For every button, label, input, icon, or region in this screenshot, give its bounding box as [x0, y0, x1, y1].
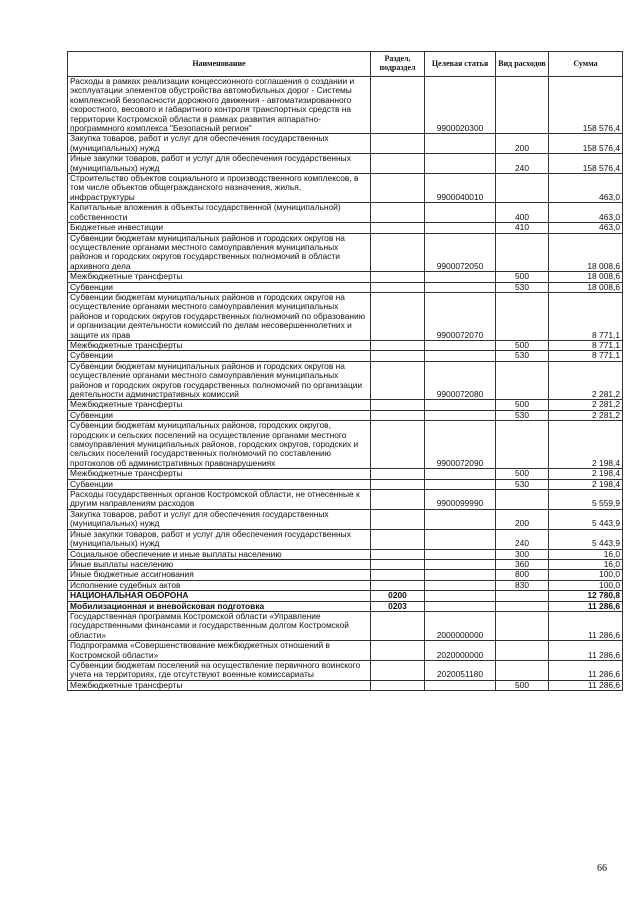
row-type: 530 — [496, 351, 549, 361]
row-section — [371, 174, 425, 203]
table-row — [68, 549, 623, 559]
row-target: 9900072070 — [425, 292, 496, 340]
row-section — [371, 351, 425, 361]
row-type — [496, 611, 549, 640]
row-section — [371, 361, 425, 400]
row-section — [371, 641, 425, 661]
row-section — [371, 529, 425, 549]
row-target — [425, 549, 496, 559]
row-type — [496, 591, 549, 601]
row-section — [371, 490, 425, 510]
table-row — [68, 410, 623, 420]
row-target — [425, 601, 496, 611]
row-type — [496, 292, 549, 340]
row-section — [371, 559, 425, 569]
row-target — [425, 591, 496, 601]
row-sum: 2 198,4 — [549, 469, 623, 479]
row-sum: 2 198,4 — [549, 479, 623, 489]
row-section — [371, 282, 425, 292]
row-sum: 5 443,9 — [549, 509, 623, 529]
row-type: 500 — [496, 469, 549, 479]
row-target — [425, 223, 496, 233]
row-section — [371, 410, 425, 420]
row-name: Межбюджетные трансферты — [68, 469, 371, 479]
row-name: Мобилизационная и вневойсковая подготовка — [68, 601, 371, 611]
row-type — [496, 174, 549, 203]
row-type: 530 — [496, 479, 549, 489]
table-row — [68, 174, 623, 203]
table-row — [68, 361, 623, 400]
table-row — [68, 77, 623, 134]
row-name: Субвенции — [68, 351, 371, 361]
row-type: 410 — [496, 223, 549, 233]
table-row — [68, 272, 623, 282]
row-section — [371, 134, 425, 154]
row-target — [425, 154, 496, 174]
row-section — [371, 421, 425, 469]
header-type: Вид расходов — [496, 52, 549, 77]
row-sum: 100,0 — [549, 570, 623, 580]
table-row — [68, 469, 623, 479]
table-row — [68, 203, 623, 223]
header-target: Целевая статья — [425, 52, 496, 77]
row-type: 530 — [496, 282, 549, 292]
row-sum: 12 780,8 — [549, 591, 623, 601]
row-type — [496, 660, 549, 680]
table-row — [68, 570, 623, 580]
row-type: 830 — [496, 580, 549, 590]
row-target: 9900072090 — [425, 421, 496, 469]
table-row — [68, 680, 623, 690]
row-sum: 2 281,2 — [549, 361, 623, 400]
row-target — [425, 469, 496, 479]
row-section — [371, 233, 425, 272]
row-section — [371, 154, 425, 174]
row-sum: 2 281,2 — [549, 400, 623, 410]
row-name: Субвенции бюджетам муниципальных районов и городских округов на осуществление органами местного самоуправления муниципальных районов и городских округов государственных полномочий в области архивного дела — [68, 233, 371, 272]
row-sum: 5 443,9 — [549, 529, 623, 549]
row-type: 240 — [496, 529, 549, 549]
row-target — [425, 559, 496, 569]
row-target — [425, 570, 496, 580]
row-type: 400 — [496, 203, 549, 223]
row-type: 360 — [496, 559, 549, 569]
row-target: 9900099990 — [425, 490, 496, 510]
table-row — [68, 490, 623, 510]
row-name: Капитальные вложения в объекты государственной (муниципальной) собственности — [68, 203, 371, 223]
row-target — [425, 351, 496, 361]
row-sum: 11 286,6 — [549, 680, 623, 690]
row-name: Межбюджетные трансферты — [68, 680, 371, 690]
row-target — [425, 400, 496, 410]
row-sum: 11 286,6 — [549, 660, 623, 680]
row-type: 500 — [496, 400, 549, 410]
table-row — [68, 351, 623, 361]
row-target — [425, 509, 496, 529]
table-row — [68, 223, 623, 233]
row-name: Субвенции бюджетам муниципальных районов и городских округов на осуществление органами местного самоуправления муниципальных районов и городских округов государственных полномочий по образованию и организации деятельности комиссий по делам несовершеннолетних и защите их прав — [68, 292, 371, 340]
row-name: Закупка товаров, работ и услуг для обеспечения государственных (муниципальных) нужд — [68, 134, 371, 154]
table-row — [68, 134, 623, 154]
row-name: НАЦИОНАЛЬНАЯ ОБОРОНА — [68, 591, 371, 601]
row-name: Строительство объектов социального и производственного комплексов, в том числе объектов общегражданского назначения, жилья, инфраструктуры — [68, 174, 371, 203]
row-type: 800 — [496, 570, 549, 580]
row-sum: 158 576,4 — [549, 154, 623, 174]
row-sum: 18 008,6 — [549, 233, 623, 272]
table-row — [68, 282, 623, 292]
row-name: Исполнение судебных актов — [68, 580, 371, 590]
table-row — [68, 559, 623, 569]
table-row — [68, 340, 623, 350]
row-type — [496, 601, 549, 611]
row-sum: 463,0 — [549, 203, 623, 223]
row-sum: 2 198,4 — [549, 421, 623, 469]
row-type: 500 — [496, 680, 549, 690]
row-name: Расходы государственных органов Костромской области, не отнесенные к другим направлениям расходов — [68, 490, 371, 510]
row-name: Субвенции — [68, 410, 371, 420]
row-section — [371, 340, 425, 350]
table-row — [68, 154, 623, 174]
row-sum: 2 281,2 — [549, 410, 623, 420]
row-name: Социальное обеспечение и иные выплаты населению — [68, 549, 371, 559]
row-target — [425, 680, 496, 690]
row-name: Бюджетные инвестиции — [68, 223, 371, 233]
row-type: 500 — [496, 340, 549, 350]
row-name: Иные закупки товаров, работ и услуг для обеспечения государственных (муниципальных) нужд — [68, 529, 371, 549]
row-sum: 11 286,6 — [549, 641, 623, 661]
row-type — [496, 77, 549, 134]
row-type — [496, 421, 549, 469]
row-sum: 18 008,6 — [549, 282, 623, 292]
row-name: Субвенции бюджетам муниципальных районов, городских округов, городских и сельских поселений на осуществление органами местного самоуправления муниципальных районов, городских округов, городских и сельских поселений государственных полномочий по составлению протоколов об административных правонарушениях — [68, 421, 371, 469]
row-sum: 11 286,6 — [549, 601, 623, 611]
row-type — [496, 641, 549, 661]
row-type — [496, 233, 549, 272]
row-target: 9900020300 — [425, 77, 496, 134]
table-row — [68, 601, 623, 611]
row-sum: 158 576,4 — [549, 77, 623, 134]
row-section: 0200 — [371, 591, 425, 601]
row-name: Иные закупки товаров, работ и услуг для обеспечения государственных (муниципальных) нужд — [68, 154, 371, 174]
row-name: Межбюджетные трансферты — [68, 272, 371, 282]
table-row — [68, 509, 623, 529]
table-row — [68, 421, 623, 469]
row-section — [371, 660, 425, 680]
row-target — [425, 479, 496, 489]
row-sum: 8 771,1 — [549, 340, 623, 350]
row-target: 2000000000 — [425, 611, 496, 640]
row-type: 200 — [496, 509, 549, 529]
row-section — [371, 680, 425, 690]
row-type: 300 — [496, 549, 549, 559]
row-sum: 11 286,6 — [549, 611, 623, 640]
row-name: Межбюджетные трансферты — [68, 340, 371, 350]
row-sum: 463,0 — [549, 223, 623, 233]
row-name: Субвенции бюджетам муниципальных районов и городских округов на осуществление органами местного самоуправления муниципальных районов и городских округов государственных полномочий по организации деятельности административных комиссий — [68, 361, 371, 400]
row-sum: 16,0 — [549, 559, 623, 569]
row-section — [371, 223, 425, 233]
row-sum: 158 576,4 — [549, 134, 623, 154]
table-row — [68, 660, 623, 680]
row-target — [425, 529, 496, 549]
row-name: Подпрограмма «Совершенствование межбюджетных отношений в Костромской области» — [68, 641, 371, 661]
header-section: Раздел, подраздел — [371, 52, 425, 77]
row-sum: 18 008,6 — [549, 272, 623, 282]
table-row — [68, 611, 623, 640]
row-type: 500 — [496, 272, 549, 282]
row-section — [371, 203, 425, 223]
table-row — [68, 580, 623, 590]
row-sum: 100,0 — [549, 580, 623, 590]
table-header-row — [68, 52, 623, 77]
row-target — [425, 410, 496, 420]
row-sum: 5 559,9 — [549, 490, 623, 510]
row-section: 0203 — [371, 601, 425, 611]
table-row — [68, 400, 623, 410]
table-row — [68, 591, 623, 601]
row-target: 2020051180 — [425, 660, 496, 680]
row-target: 9900072050 — [425, 233, 496, 272]
table-row — [68, 233, 623, 272]
row-name: Расходы в рамках реализации концессионного соглашения о создании и эксплуатации элементов обустройства автомобильных дорог - Системы комплексной безопасности дорожного движения - автоматизированного скоростного, весового и габаритного контроля транспортных средств на территории Костромской области в рамках развития аппаратно-программного комплекса "Безопасный регион" — [68, 77, 371, 134]
row-target: 9900040010 — [425, 174, 496, 203]
table-row — [68, 529, 623, 549]
row-name: Закупка товаров, работ и услуг для обеспечения государственных (муниципальных) нужд — [68, 509, 371, 529]
row-section — [371, 400, 425, 410]
row-type: 200 — [496, 134, 549, 154]
page-number: 66 — [597, 863, 607, 874]
row-target — [425, 340, 496, 350]
header-sum: Сумма — [549, 52, 623, 77]
row-target — [425, 134, 496, 154]
row-section — [371, 509, 425, 529]
table-row — [68, 292, 623, 340]
row-sum: 8 771,1 — [549, 292, 623, 340]
row-name: Иные выплаты населению — [68, 559, 371, 569]
row-sum: 16,0 — [549, 549, 623, 559]
budget-table — [67, 51, 623, 691]
row-section — [371, 272, 425, 282]
row-sum: 463,0 — [549, 174, 623, 203]
table-row — [68, 641, 623, 661]
row-type: 240 — [496, 154, 549, 174]
row-target: 2020000000 — [425, 641, 496, 661]
row-name: Иные бюджетные ассигнования — [68, 570, 371, 580]
row-name: Субвенции — [68, 479, 371, 489]
row-target: 9900072080 — [425, 361, 496, 400]
row-target — [425, 203, 496, 223]
row-type — [496, 361, 549, 400]
table-row — [68, 479, 623, 489]
row-section — [371, 77, 425, 134]
table-body — [68, 77, 623, 691]
row-target — [425, 272, 496, 282]
row-section — [371, 479, 425, 489]
row-section — [371, 580, 425, 590]
row-section — [371, 570, 425, 580]
row-section — [371, 292, 425, 340]
row-name: Субвенции бюджетам поселений на осуществление первичного воинского учета на территориях, где отсутствуют военные комиссариаты — [68, 660, 371, 680]
row-sum: 8 771,1 — [549, 351, 623, 361]
row-target — [425, 282, 496, 292]
row-name: Государственная программа Костромской области «Управление государственными финансами и государственным долгом Костромской области» — [68, 611, 371, 640]
row-type — [496, 490, 549, 510]
row-target — [425, 580, 496, 590]
row-section — [371, 611, 425, 640]
row-name: Межбюджетные трансферты — [68, 400, 371, 410]
row-name: Субвенции — [68, 282, 371, 292]
header-name: Наименование — [68, 52, 371, 77]
row-type: 530 — [496, 410, 549, 420]
row-section — [371, 469, 425, 479]
row-section — [371, 549, 425, 559]
